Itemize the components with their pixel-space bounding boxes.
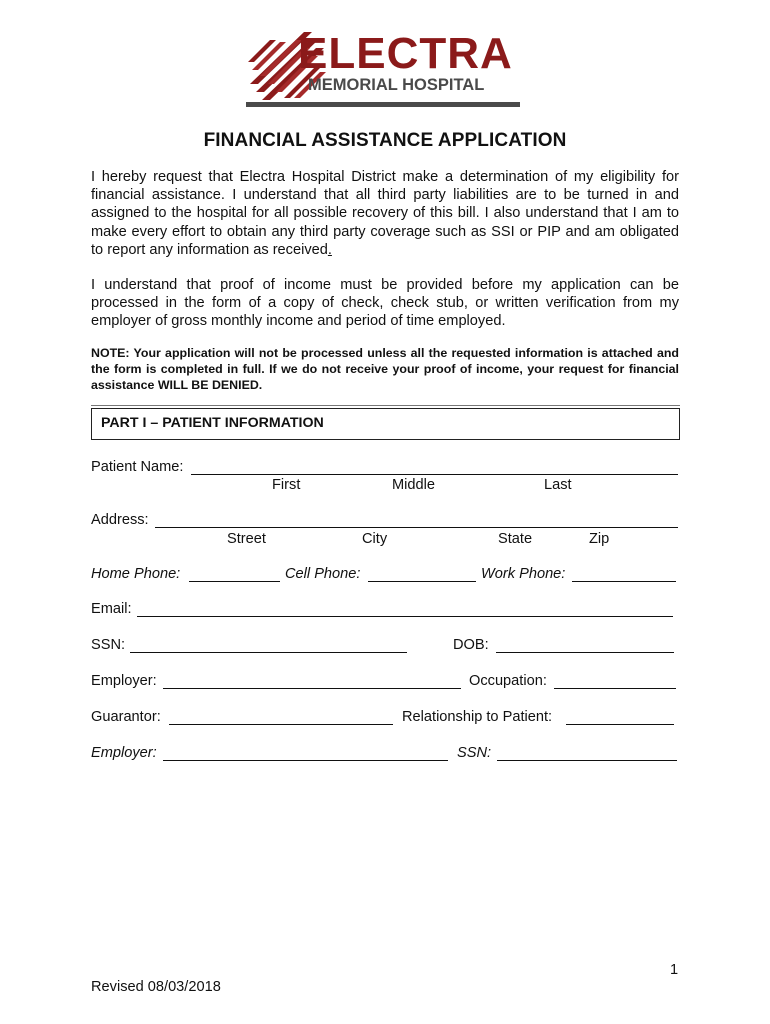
home-phone-field[interactable]	[189, 581, 280, 582]
guarantor-label: Guarantor:	[91, 709, 161, 725]
employer-field[interactable]	[163, 688, 461, 689]
ssn-field[interactable]	[130, 652, 407, 653]
dob-field[interactable]	[496, 652, 674, 653]
patient-name-field[interactable]	[191, 474, 678, 475]
relationship-label: Relationship to Patient:	[402, 709, 553, 725]
page-title: FINANCIAL ASSISTANCE APPLICATION	[203, 130, 567, 151]
note-paragraph: NOTE: Your application will not be processed unless all the requested information is attached and the form is completed in full. If we do not receive your proof of income, your request for financial assistance WILL BE DENIED.	[91, 346, 679, 392]
logo-bar	[246, 102, 520, 107]
dob-label: DOB:	[453, 637, 489, 653]
intro-paragraph-end: .	[327, 241, 332, 258]
hospital-logo	[246, 22, 522, 112]
addr-city-caption: City	[362, 531, 388, 547]
logo-name: ELECTRA	[298, 29, 513, 78]
occupation-label: Occupation:	[469, 673, 547, 689]
relationship-field[interactable]	[566, 724, 674, 725]
guarantor-employer-field[interactable]	[163, 760, 448, 761]
addr-zip-caption: Zip	[589, 531, 610, 547]
intro-paragraph-text: I hereby request that Electra Hospital District make a determination of my eligibility for financial assistance. I understand that all third party liabilities are to be turned in and assigned to the hospital for all possible recovery of this bill. I also understand that I am to make every effort to obtain any third party coverage such as SSI or PIP and am obligated to report any information as received	[91, 169, 679, 258]
guarantor-employer-label: Employer:	[91, 745, 157, 761]
intro-paragraph	[91, 168, 679, 259]
name-first-caption: First	[272, 477, 301, 493]
email-field[interactable]	[137, 616, 673, 617]
occupation-field[interactable]	[554, 688, 676, 689]
guarantor-field[interactable]	[169, 724, 393, 725]
email-label: Email:	[91, 601, 132, 617]
name-last-caption: Last	[544, 477, 572, 493]
part1-title: PART I – PATIENT INFORMATION	[101, 415, 324, 431]
income-paragraph: I understand that proof of income must be provided before my application can be processed in the form of a copy of check, check stub, or written verification from my employer of gross monthly income and period of time employed.	[91, 277, 679, 330]
logo-graphic	[246, 22, 522, 112]
addr-street-caption: Street	[227, 531, 266, 547]
home-phone-label: Home Phone:	[91, 566, 181, 582]
address-field[interactable]	[155, 527, 678, 528]
name-middle-caption: Middle	[392, 477, 435, 493]
address-label: Address:	[91, 512, 149, 528]
patient-name-label: Patient Name:	[91, 459, 184, 475]
ssn-label: SSN:	[91, 637, 126, 653]
page-number: 1	[670, 962, 679, 978]
work-phone-label: Work Phone:	[481, 566, 566, 582]
guarantor-ssn-field[interactable]	[497, 760, 677, 761]
revised-date: Revised 08/03/2018	[91, 979, 221, 995]
addr-state-caption: State	[498, 531, 533, 547]
section-divider	[91, 405, 680, 406]
logo-subtitle: MEMORIAL HOSPITAL	[308, 76, 485, 94]
guarantor-ssn-label: SSN:	[457, 745, 492, 761]
cell-phone-label: Cell Phone:	[285, 566, 361, 582]
employer-label: Employer:	[91, 673, 157, 689]
cell-phone-field[interactable]	[368, 581, 476, 582]
work-phone-field[interactable]	[572, 581, 676, 582]
